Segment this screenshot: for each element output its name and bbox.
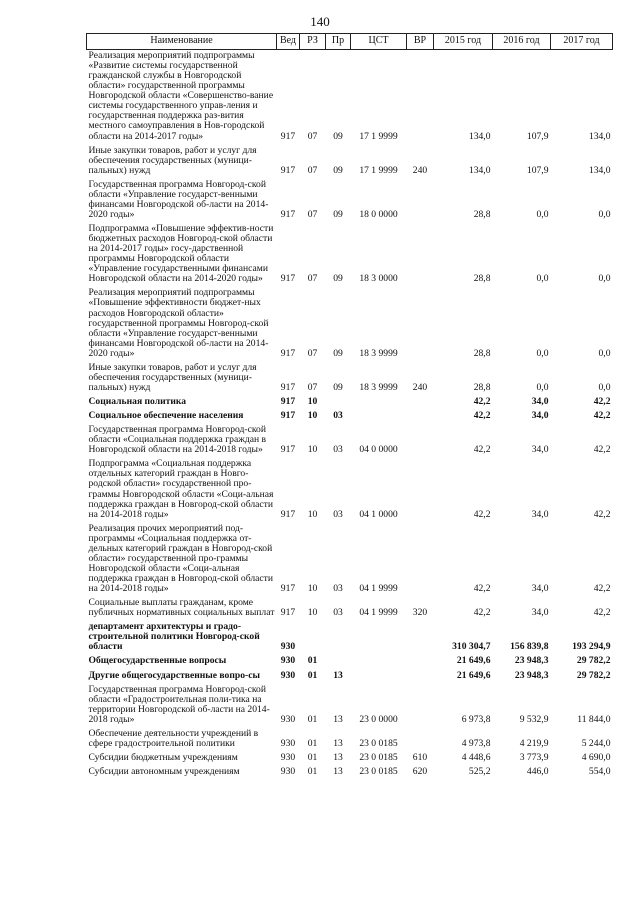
column-header-cst: ЦСТ (351, 34, 407, 50)
row-value-2015: 6 973,8 (461, 713, 491, 725)
row-value-2016: 34,0 (531, 583, 549, 595)
table-row (87, 684, 613, 728)
row-rz: 01 (307, 669, 318, 681)
row-ved: 930 (280, 766, 296, 777)
row-rz: 07 (307, 273, 318, 285)
table-row (87, 670, 613, 684)
row-vr: 320 (412, 607, 428, 619)
table-row (87, 597, 613, 621)
row-vr (407, 728, 434, 752)
row-value-2015: 310 304,7 (452, 641, 491, 653)
row-pr (326, 621, 351, 655)
row-value-2017: 0,0 (598, 208, 611, 220)
column-header-rz: РЗ (300, 34, 326, 50)
row-rz: 10 (307, 607, 318, 619)
row-ved: 917 (280, 583, 296, 595)
row-pr: 03 (333, 410, 343, 422)
row-value-2016: 3 773,9 (519, 751, 549, 763)
row-value-2015: 28,8 (473, 381, 491, 393)
row-ved: 917 (280, 273, 296, 285)
row-name: Другие общегосударственные вопро-сы (88, 669, 260, 681)
table-row (87, 179, 613, 223)
budget-table (86, 33, 613, 780)
row-cst: 04 1 0000 (359, 508, 398, 520)
row-cst: 23 0 0185 (359, 751, 398, 763)
row-value-2016: 9 532,9 (519, 713, 549, 725)
table-row (87, 523, 613, 597)
row-pr: 09 (333, 164, 343, 176)
row-rz: 07 (307, 381, 318, 393)
row-value-2015: 28,8 (473, 347, 491, 359)
row-name: Государственная программа Новгород-ской области «Градостроительная поли-тика на территории Новгородской об-ласти на 2014-2018 годы» (88, 683, 270, 725)
row-vr (407, 458, 434, 522)
row-value-2017: 42,2 (593, 396, 611, 407)
row-rz: 07 (307, 208, 318, 220)
row-name: Реализация прочих мероприятий под-программы «Социальная поддержка от-дельных категорий граждан в Новгород-ской области» государственной про-граммы Новгородской области «Соци-альная поддержка граждан в Новгород-ской области на 2014-2018 годы» (88, 522, 273, 595)
row-pr: 09 (333, 208, 343, 220)
row-rz (300, 621, 326, 655)
row-name: Субсидии бюджетным учреждениям (88, 751, 238, 763)
row-value-2016: 107,9 (526, 164, 549, 176)
row-rz: 10 (307, 444, 318, 456)
row-pr (326, 655, 351, 669)
row-cst (351, 410, 407, 424)
row-cst (351, 621, 407, 655)
row-vr (407, 410, 434, 424)
row-ved: 930 (280, 655, 296, 667)
table-header-row (87, 34, 613, 50)
table-row (87, 728, 613, 752)
table-row (87, 223, 613, 287)
row-value-2015: 21 649,6 (456, 669, 491, 681)
table-row (87, 362, 613, 396)
row-ved: 917 (280, 444, 296, 456)
row-name: Иные закупки товаров, работ и услуг для обеспечения государственных (муници-пальных) нужд (88, 361, 257, 393)
row-rz: 07 (307, 164, 318, 176)
row-rz: 07 (307, 130, 318, 142)
column-header-2015: 2015 год (434, 34, 493, 50)
row-vr (407, 179, 434, 223)
table-row (87, 424, 613, 458)
row-value-2015: 42,2 (473, 583, 491, 595)
row-pr: 13 (333, 766, 343, 777)
table-row (87, 655, 613, 669)
row-value-2016: 107,9 (526, 130, 549, 142)
row-cst (351, 655, 407, 669)
row-pr: 03 (333, 583, 343, 595)
row-value-2016: 0,0 (536, 381, 549, 393)
row-ved: 917 (280, 164, 296, 176)
column-header-name: Наименование (87, 34, 277, 50)
row-pr (326, 396, 351, 410)
row-value-2015: 42,2 (473, 607, 491, 619)
row-value-2017: 134,0 (588, 164, 611, 176)
table-body (87, 50, 613, 781)
row-name: Субсидии автономным учреждениям (88, 766, 240, 777)
row-cst (351, 670, 407, 684)
row-value-2017: 134,0 (588, 130, 611, 142)
row-name: Подпрограмма «Повышение эффектив-ности бюджетных расходов Новгород-ской области на 2014-2017 годы» госу-дарственной программы Новгородской области «Управление государственными финансами Новгородской области на 2014-2020 годы» (88, 223, 274, 285)
row-value-2017: 4 690,0 (581, 751, 611, 763)
row-cst: 23 0 0185 (359, 766, 398, 777)
row-value-2016: 4 219,9 (519, 737, 549, 749)
row-value-2016: 0,0 (536, 347, 549, 359)
row-value-2016: 0,0 (536, 208, 549, 220)
row-name: Иные закупки товаров, работ и услуг для обеспечения государственных (муници-пальных) нужд (88, 144, 257, 176)
row-value-2017: 193 294,9 (572, 641, 611, 653)
column-header-2016: 2016 год (493, 34, 551, 50)
row-cst: 23 0 0000 (359, 713, 398, 725)
row-rz: 07 (307, 347, 318, 359)
row-value-2017: 554,0 (588, 766, 611, 777)
row-cst: 23 0 0185 (359, 737, 398, 749)
row-ved: 917 (280, 508, 296, 520)
row-pr: 03 (333, 508, 343, 520)
table-row (87, 287, 613, 361)
row-value-2015: 42,2 (473, 410, 491, 422)
row-value-2017: 42,2 (593, 444, 611, 456)
row-name: Обеспечение деятельности учреждений в сфере градостроительной политики (88, 727, 259, 749)
row-vr: 240 (412, 164, 428, 176)
row-ved: 930 (280, 669, 296, 681)
row-ved: 930 (280, 641, 296, 653)
row-cst: 18 3 0000 (359, 273, 398, 285)
row-rz: 01 (307, 751, 318, 763)
row-value-2017: 0,0 (598, 273, 611, 285)
row-ved: 917 (280, 208, 296, 220)
table-row (87, 396, 613, 410)
row-cst: 18 3 9999 (359, 381, 398, 393)
row-vr (407, 396, 434, 410)
row-value-2015: 42,2 (473, 444, 491, 456)
row-vr (407, 50, 434, 145)
row-value-2015: 134,0 (468, 130, 491, 142)
row-value-2015: 134,0 (468, 164, 491, 176)
table-row (87, 766, 613, 780)
row-value-2016: 34,0 (531, 410, 549, 422)
row-cst: 04 1 9999 (359, 607, 398, 619)
row-vr (407, 684, 434, 728)
column-header-pr: Пр (326, 34, 351, 50)
row-value-2016: 34,0 (531, 396, 549, 407)
row-ved: 917 (280, 130, 296, 142)
row-name: Подпрограмма «Социальная поддержка отдельных категорий граждан в Новго-родской области» государственной про-граммы Новгородской области «Соци-альная поддержка граждан в Новгород-ской области на 2014-2018 годы» (88, 458, 274, 520)
table-row (87, 621, 613, 655)
row-value-2015: 42,2 (473, 508, 491, 520)
row-cst: 04 1 9999 (359, 583, 398, 595)
table-row (87, 50, 613, 145)
column-header-ved: Вед (277, 34, 300, 50)
row-vr (407, 223, 434, 287)
row-value-2015: 28,8 (473, 208, 491, 220)
row-value-2016: 23 948,3 (514, 655, 549, 667)
row-rz: 01 (307, 737, 318, 749)
row-value-2016: 446,0 (526, 766, 549, 777)
row-cst: 04 0 0000 (359, 444, 398, 456)
row-name: Социальное обеспечение населения (88, 410, 244, 422)
row-name: Социальная политика (88, 396, 187, 407)
row-vr: 620 (412, 766, 428, 777)
row-name: Реализация мероприятий подпрограммы «Повышение эффективности бюджет-ных расходов Новгородской области» государственной программы Новгород-ской области «Управление государст-венными финансами Новгородской об-ласти на 2014-2020 годы» (88, 287, 269, 359)
row-ved: 917 (280, 347, 296, 359)
row-cst: 18 0 0000 (359, 208, 398, 220)
row-value-2016: 23 948,3 (514, 669, 549, 681)
row-pr: 09 (333, 130, 343, 142)
row-cst: 17 1 9999 (359, 130, 398, 142)
row-value-2016: 0,0 (536, 273, 549, 285)
row-value-2015: 4 448,6 (461, 751, 491, 763)
table-row (87, 458, 613, 522)
row-value-2015: 28,8 (473, 273, 491, 285)
row-vr (407, 424, 434, 458)
row-ved: 930 (280, 737, 296, 749)
row-vr (407, 523, 434, 597)
table-row (87, 752, 613, 766)
row-ved: 917 (280, 607, 296, 619)
row-value-2016: 34,0 (531, 607, 549, 619)
row-pr: 09 (333, 273, 343, 285)
row-value-2017: 0,0 (598, 347, 611, 359)
row-cst: 18 3 9999 (359, 347, 398, 359)
row-pr: 03 (333, 607, 343, 619)
row-value-2017: 42,2 (593, 583, 611, 595)
row-value-2016: 156 839,8 (510, 641, 549, 653)
row-value-2015: 21 649,6 (456, 655, 491, 667)
row-value-2017: 29 782,2 (576, 655, 611, 667)
row-value-2015: 4 973,8 (461, 737, 491, 749)
row-name: Социальные выплаты гражданам, кроме публичных нормативных социальных выплат (88, 597, 275, 619)
row-value-2015: 525,2 (468, 766, 491, 777)
row-name: департамент архитектуры и градо-строительной политики Новгород-ской области (88, 621, 260, 653)
row-value-2017: 42,2 (593, 508, 611, 520)
row-ved: 917 (280, 396, 296, 407)
row-rz: 10 (307, 583, 318, 595)
row-pr: 13 (333, 713, 343, 725)
row-pr: 03 (333, 444, 343, 456)
row-pr: 09 (333, 381, 343, 393)
table-row (87, 145, 613, 179)
row-value-2016: 34,0 (531, 444, 549, 456)
row-name: Государственная программа Новгород-ской области «Управление государст-венными финансами Новгородской об-ласти на 2014-2020 годы» (88, 178, 269, 220)
row-rz: 10 (307, 396, 318, 407)
row-value-2017: 42,2 (593, 607, 611, 619)
row-pr: 09 (333, 347, 343, 359)
row-pr: 13 (333, 751, 343, 763)
row-value-2017: 42,2 (593, 410, 611, 422)
page-number: 140 (310, 14, 330, 29)
row-value-2017: 5 244,0 (581, 737, 611, 749)
row-vr (407, 670, 434, 684)
column-header-vr: ВР (407, 34, 434, 50)
row-rz: 01 (307, 766, 318, 777)
table-row (87, 410, 613, 424)
row-name: Реализация мероприятий подпрограммы «Развитие системы государственной гражданской службы в Новгородской области» государственной программы Новгородской области «Совершенство-вание системы государственного управ-ления и государственная поддержка раз-вития местного самоуправления в Нов-городской области на 2014-2017 годы» (88, 50, 274, 142)
row-value-2015: 42,2 (473, 396, 491, 407)
row-pr: 13 (333, 669, 343, 681)
row-cst: 17 1 9999 (359, 164, 398, 176)
row-name: Общегосударственные вопросы (88, 655, 227, 667)
row-pr: 13 (333, 737, 343, 749)
row-rz: 10 (307, 508, 318, 520)
row-vr: 610 (412, 751, 428, 763)
row-value-2016: 34,0 (531, 508, 549, 520)
row-rz: 01 (307, 713, 318, 725)
row-ved: 917 (280, 410, 296, 422)
row-rz: 10 (307, 410, 318, 422)
row-rz: 01 (307, 655, 318, 667)
row-cst (351, 396, 407, 410)
row-ved: 917 (280, 381, 296, 393)
row-value-2017: 0,0 (598, 381, 611, 393)
row-value-2017: 29 782,2 (576, 669, 611, 681)
row-ved: 930 (280, 751, 296, 763)
row-vr (407, 621, 434, 655)
row-vr (407, 287, 434, 361)
row-vr: 240 (412, 381, 428, 393)
row-value-2017: 11 844,0 (577, 713, 611, 725)
column-header-2017: 2017 год (551, 34, 613, 50)
row-name: Государственная программа Новгород-ской области «Социальная поддержка граждан в Новгородской области на 2014-2018 годы» (88, 424, 267, 456)
row-ved: 930 (280, 713, 296, 725)
row-vr (407, 655, 434, 669)
